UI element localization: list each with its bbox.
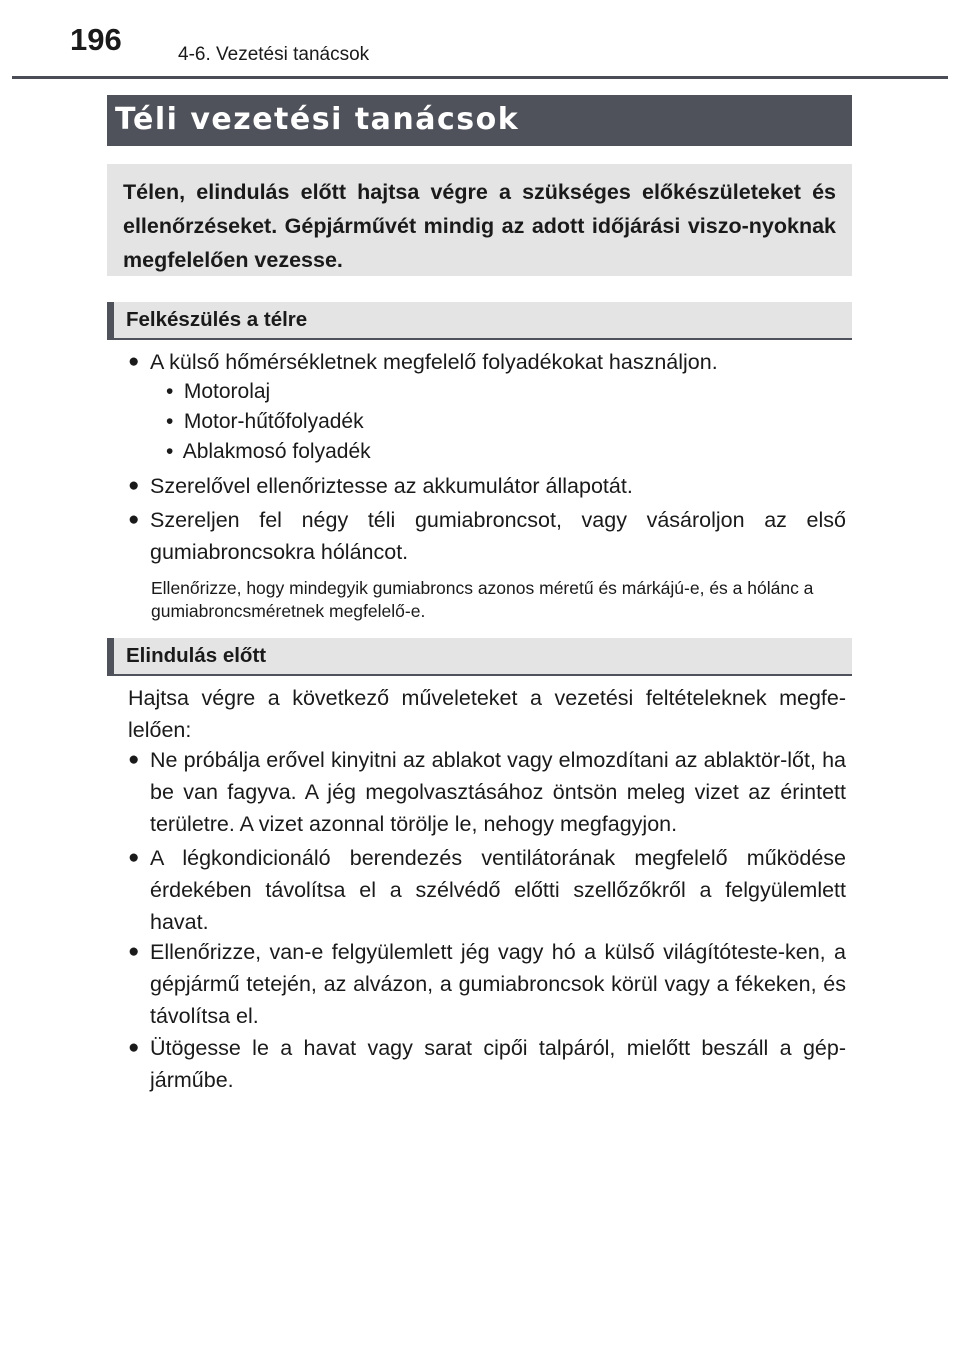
list-item <box>128 504 846 568</box>
sub-list-item-text: Motor-hűtőfolyadék <box>183 410 364 433</box>
list-item <box>128 744 846 840</box>
list-item <box>128 346 846 378</box>
bullet-icon: ● <box>128 351 140 372</box>
list-item-text: Ne próbálja erővel kinyitni az ablakot vagy elmozdítani az ablaktör-lőt, ha be van fagyva. A jég megolvasztásához öntsön meleg vizet az érintett területre. A vizet azonnal törölje le, nehogy megfagyjon. <box>150 748 846 836</box>
header-rule <box>12 76 948 79</box>
list-item-text: A légkondicionáló berendezés ventilátorának megfelelő működése érdekében távolítsa el a szélvédő előtti szellőzőkről a felgyülemlett havat. <box>150 846 846 934</box>
sub-list-item <box>166 407 364 437</box>
bullet-icon: ● <box>128 847 140 868</box>
list-item-text: Szereljen fel négy téli gumiabroncsot, vagy vásároljon az első gumiabroncsokra hóláncot. <box>150 508 846 564</box>
bullet-icon: ● <box>128 941 140 962</box>
note-text: Ellenőrizze, hogy mindegyik gumiabroncs azonos méretű és márkájú-e, és a hólánc a gumiabroncsméretnek megfelelő-e. <box>151 578 814 621</box>
sub-bullet-icon: • <box>166 410 174 433</box>
section-heading-text: Elindulás előtt <box>126 644 267 667</box>
bullet-icon: ● <box>128 1037 140 1058</box>
lead-paragraph: Hajtsa végre a következő műveleteket a vezetési feltételeknek megfe-lelően: <box>128 686 846 742</box>
list-item-text: A külső hőmérsékletnek megfelelő folyadékokat használjon. <box>150 350 718 374</box>
intro-box <box>107 164 852 276</box>
list-item <box>128 936 846 1032</box>
sub-list-item <box>166 437 371 467</box>
bullet-icon: ● <box>128 475 140 496</box>
list-item <box>128 470 846 502</box>
section-label: 4-6. Vezetési tanácsok <box>178 44 370 65</box>
section-heading-before-start <box>107 638 852 676</box>
sub-list-item-text: Motorolaj <box>183 380 271 403</box>
sub-bullet-icon: • <box>166 380 174 403</box>
list-item <box>128 842 846 938</box>
bullet-icon: ● <box>128 749 140 770</box>
list-item-text: Ellenőrizze, van-e felgyülemlett jég vagy hó a külső világítóteste-ken, a gépjármű tetején, az alvázon, a gumiabroncsok körül vagy a fékeken, és távolítsa el. <box>150 940 846 1028</box>
sub-bullet-icon: • <box>166 440 174 463</box>
sub-list-item-text: Ablakmosó folyadék <box>182 440 371 463</box>
title-bar <box>107 95 852 146</box>
list-item <box>128 1032 846 1096</box>
page-number: 196 <box>70 22 122 57</box>
list-item-text: Szerelővel ellenőriztesse az akkumulátor állapotát. <box>150 474 633 498</box>
sub-list-item <box>166 377 270 407</box>
section-heading-text: Felkészülés a télre <box>126 308 308 331</box>
page-title: Téli vezetési tanácsok <box>115 102 520 137</box>
list-item-text: Ütögesse le a havat vagy sarat cipői talpáról, mielőtt beszáll a gép-járműbe. <box>150 1036 846 1092</box>
intro-text: Télen, elindulás előtt hajtsa végre a szükséges előkészületeket és ellenőrzéseket. Gépjárművét mindig az adott időjárási viszo-nyoknak megfelelően vezesse. <box>123 180 836 272</box>
bullet-icon: ● <box>128 509 140 530</box>
section-heading-preparation <box>107 302 852 340</box>
